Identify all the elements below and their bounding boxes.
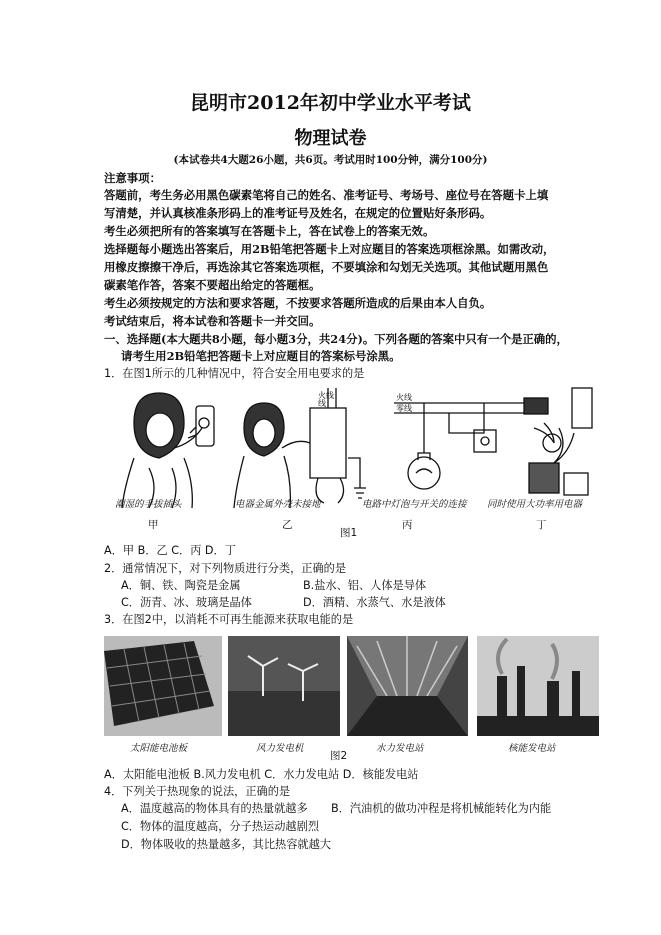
q2-option-d: D．酒精、水蒸气、水是液体 — [303, 596, 446, 609]
hydro-station-photo — [347, 636, 468, 736]
notice-heading: 注意事项： — [104, 171, 161, 185]
fig2-caption: 太阳能电池板 — [130, 743, 188, 754]
notice-line: 考试结束后，将本试卷和答题卡一并交回。 — [104, 314, 321, 328]
notice-line: 考生必须按规定的方法和要求答题，不按要求答题所造成的后果由本人自负。 — [104, 296, 492, 310]
notice-line: 碳素笔作答，答案不要超出给定的答题框。 — [104, 278, 321, 292]
q1-options: A．甲 B．乙 C．丙 D．丁 — [104, 544, 236, 557]
fig1-label: 乙 — [282, 519, 293, 531]
exam-subject: 物理试卷 — [294, 128, 367, 149]
fig1-caption: 潮湿的手拔插头 — [115, 499, 182, 510]
q2-stem: 2．通常情况下，对下列物质进行分类，正确的是 — [104, 562, 347, 575]
notice-line: 用橡皮擦擦干净后，再选涂其它答案选项框，不要填涂和勾划无关选项。其他试题用黑色 — [104, 260, 549, 274]
notice-line: 答题前，考生务必用黑色碳素笔将自己的姓名、准考证号、考场号、座位号在答题卡上填 — [104, 188, 549, 202]
q1-stem: 1．在图1所示的几种情况中，符合安全用电要求的是 — [104, 367, 365, 380]
fig1-caption: 同时使用大功率用电器 — [487, 499, 583, 510]
fig1-caption: 电器金属外壳未接地 — [235, 499, 321, 510]
fig1-label-neutral: 零线 — [396, 404, 412, 413]
q2-option-b: B.盐水、铝、人体是导体 — [303, 579, 427, 592]
section1-instruction: 请考生用2B铅笔把答题卡上对应题目的答案标号涂黑。 — [121, 349, 401, 363]
fig1-title: 图1 — [340, 527, 358, 539]
q4-stem: 4．下列关于热现象的说法，正确的是 — [104, 785, 291, 798]
fig2-caption: 水力发电站 — [376, 743, 424, 754]
q3-stem: 3．在图2中，以消耗不可再生能源来获取电能的是 — [104, 613, 354, 626]
fig1-label-wire: 线 — [318, 399, 326, 408]
fig1-label: 丁 — [536, 519, 547, 531]
wind-turbine-photo — [228, 636, 340, 736]
fig1-label-live-neutral: 火线 — [318, 391, 334, 400]
fig2-title: 图2 — [330, 750, 348, 762]
notice-line: 选择题每小题选出答案后，用2B铅笔把答题卡上对应题目的答案选项框涂黑。如需改动， — [104, 242, 555, 256]
q4-option-c: C．物体的温度越高，分子热运动越剧烈 — [121, 820, 320, 833]
fig2-caption: 风力发电机 — [256, 743, 304, 754]
exam-title: 昆明市2012年初中学业水平考试 — [190, 92, 471, 114]
q3-options: A．太阳能电池板 B.风力发电机 C．水力发电站 D．核能发电站 — [104, 768, 419, 781]
q4-option-d: D．物体吸收的热量越多，其比热容就越大 — [121, 838, 331, 851]
fig2-caption: 核能发电站 — [508, 743, 556, 754]
q2-option-c: C．沥青、冰、玻璃是晶体 — [121, 596, 252, 609]
fig1-label-live: 火线 — [396, 393, 412, 402]
exam-info: (本试卷共4大题26小题，共6页。考试用时100分钟，满分100分) — [173, 154, 488, 166]
q4-option-b: B．汽油机的做功冲程是将机械能转化为内能 — [331, 802, 552, 815]
fig1-label: 甲 — [148, 519, 159, 531]
fig1-caption: 电路中灯泡与开关的连接 — [362, 499, 467, 510]
notice-line: 写清楚，并认真核准条形码上的准考证号及姓名，在规定的位置贴好条形码。 — [104, 206, 492, 220]
q4-option-a: A．温度越高的物体具有的热量就越多 — [121, 802, 308, 815]
fig1-label: 丙 — [402, 519, 413, 531]
section1-heading: 一、选择题(本大题共8小题，每小题3分，共24分)。下列各题的答案中只有一个是正确的， — [104, 332, 568, 346]
q2-option-a: A．铜、铁、陶瓷是金属 — [121, 579, 241, 592]
nuclear-station-photo — [477, 636, 599, 736]
solar-panel-photo — [104, 636, 222, 736]
notice-line: 考生必须把所有的答案填写在答题卡上，答在试卷上的答案无效。 — [104, 224, 435, 238]
